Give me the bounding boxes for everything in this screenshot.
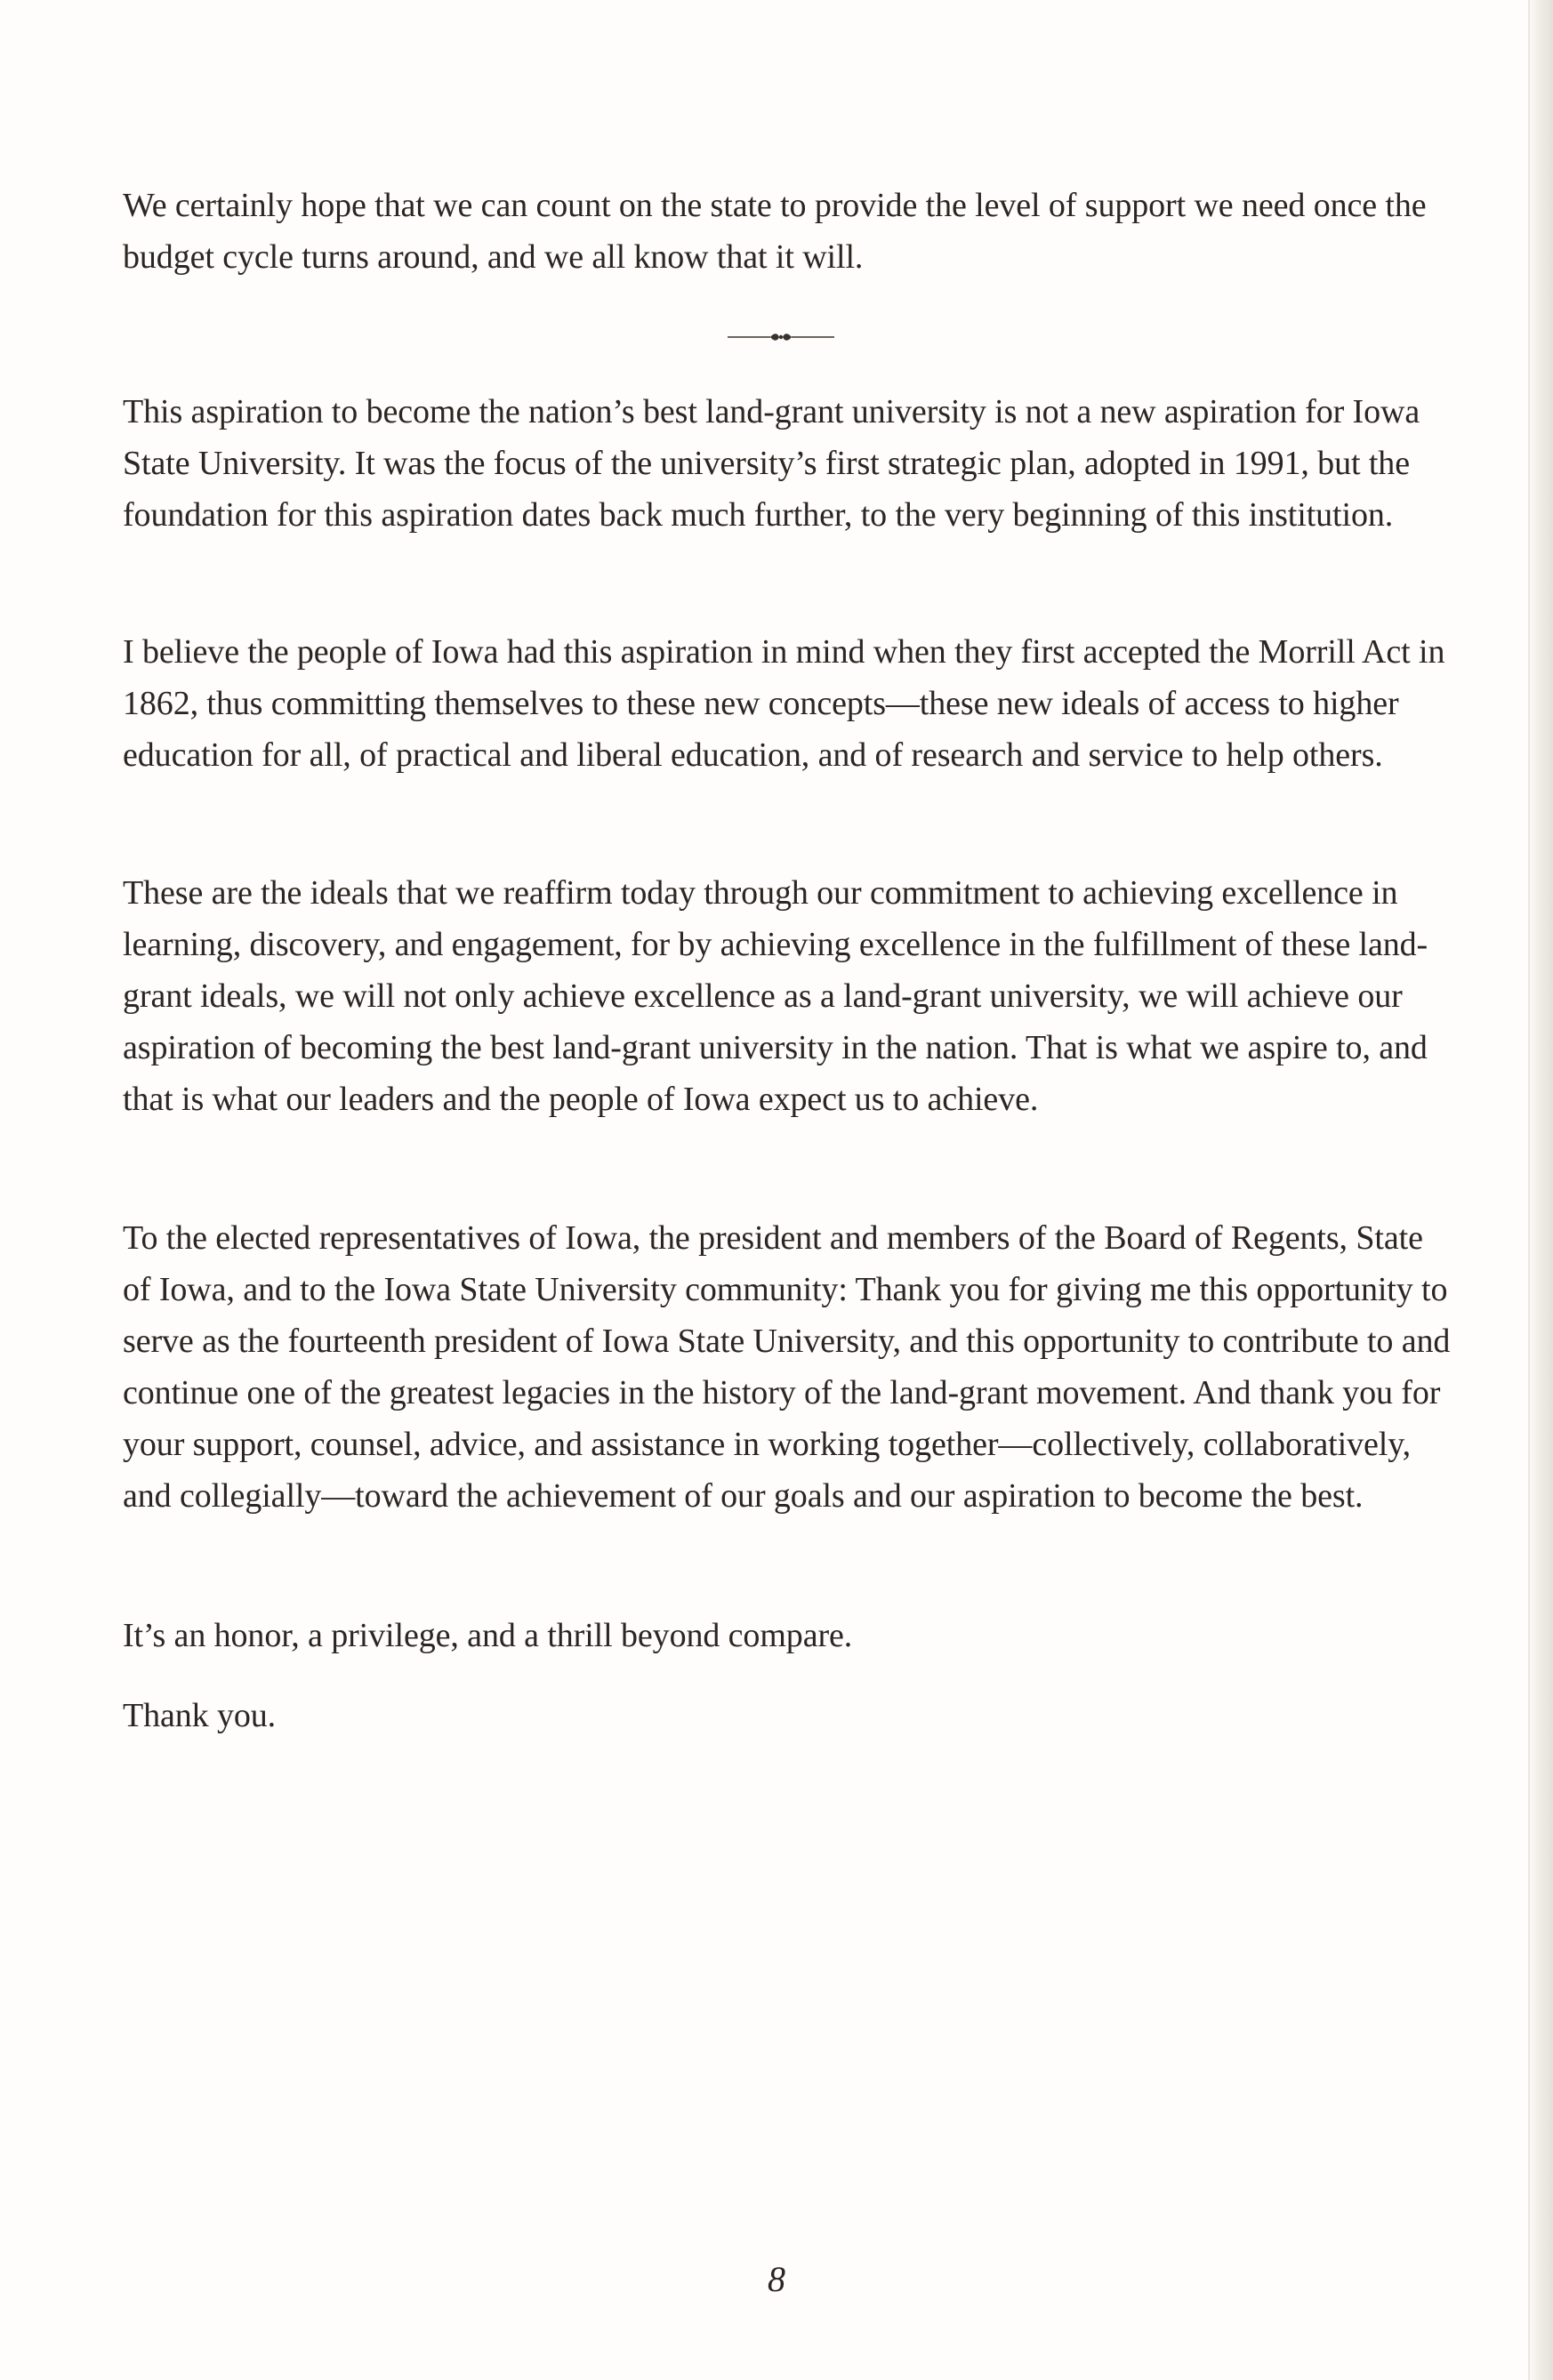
paragraph-thank-you — [123, 1690, 1457, 1741]
paragraph-morrill-act — [123, 626, 1457, 781]
page-edge-shadow — [1530, 0, 1553, 2380]
paragraph-text: We certainly hope that we can count on the state to provide the level of support we need once the budget cycle turns around, and we all know that it will. — [123, 187, 1427, 276]
ornament-divider-icon — [728, 332, 834, 342]
paragraph-text: These are the ideals that we reaffirm today through our commitment to achieving excellence in learning, discovery, and engagement, for by achieving excellence in the fulfillment of these land-grant ideals, we will not only achieve excellence as a land-grant university, we will achieve our aspiration of becoming the best land-grant university in the nation. That is what we aspire to, and that is what our leaders and the people of Iowa expect us to achieve. — [123, 874, 1428, 1118]
paragraph-aspiration — [123, 386, 1457, 541]
paragraph-thanks-representatives — [123, 1212, 1457, 1522]
paragraph-text: Thank you. — [123, 1697, 277, 1734]
paragraph-text: I believe the people of Iowa had this aspiration in mind when they first accepted the Morrill Act in 1862, thus committing themselves to these new concepts—these new ideals of access to higher education for all, of practical and liberal education, and of research and service to help others. — [123, 633, 1445, 774]
paragraph-text: To the elected representatives of Iowa, the president and members of the Board of Regents, State of Iowa, and to the Iowa State University community: Thank you for giving me this opportunity to serve as the fourteenth president of Iowa State University, and this opportunity to contribute to and continue one of the greatest legacies in the history of the land-grant movement. And thank you for your support, counsel, advice, and assistance in working together—collectively, collaboratively, and collegially—toward the achievement of our goals and our aspiration to become the best. — [123, 1219, 1451, 1515]
paragraph-honor — [123, 1610, 1457, 1661]
paragraph-text: This aspiration to become the nation’s best land-grant university is not a new aspiration for Iowa State University. It was the focus of the university’s first strategic plan, adopted in 1991, but the foundation for this aspiration dates back much further, to the very beginning of this institution. — [123, 393, 1420, 534]
page-number: 8 — [768, 2259, 785, 2299]
paragraph-budget-support — [123, 180, 1457, 283]
paragraph-text: It’s an honor, a privilege, and a thrill beyond compare. — [123, 1617, 853, 1654]
paragraph-ideals — [123, 867, 1457, 1125]
